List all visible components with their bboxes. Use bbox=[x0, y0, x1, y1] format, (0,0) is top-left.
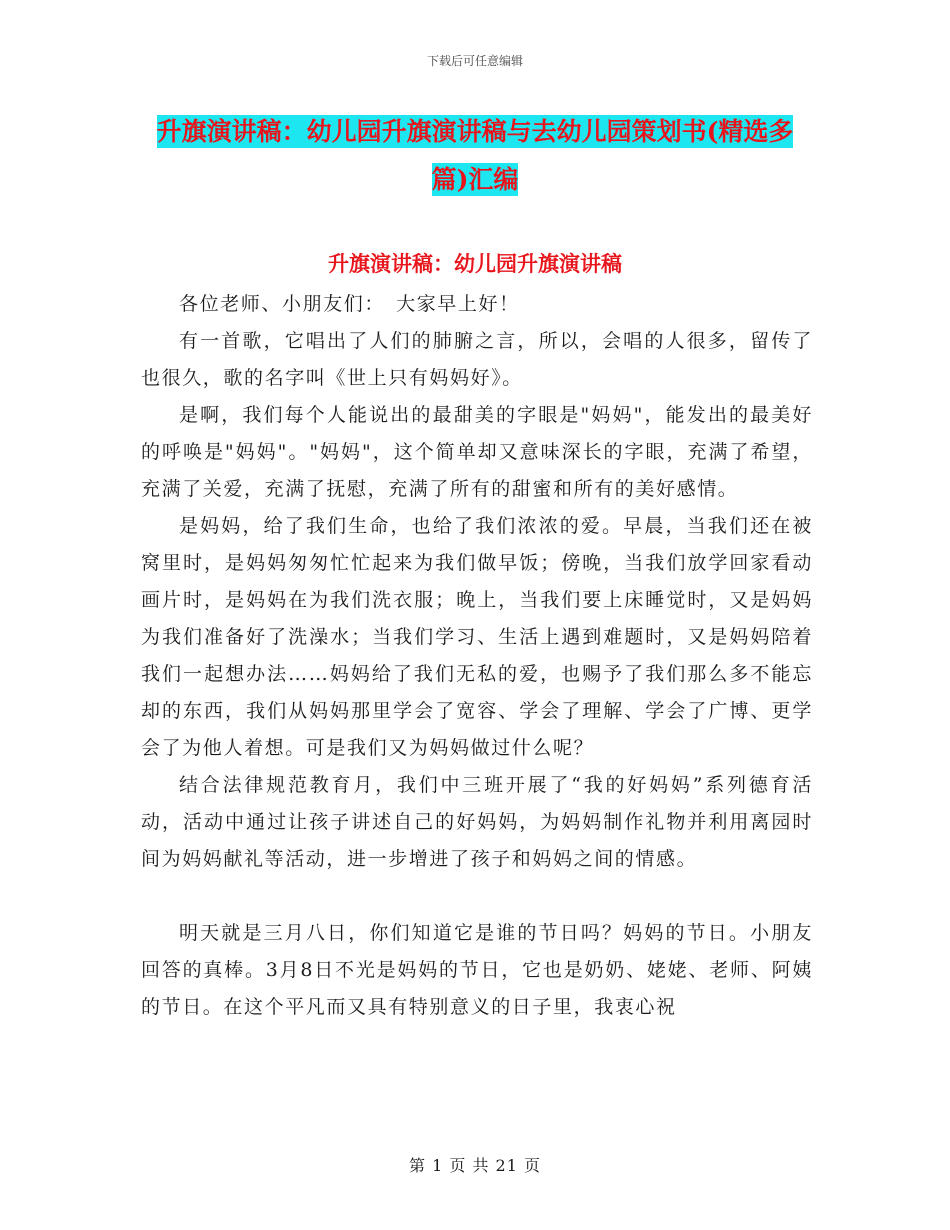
paragraph: 明天就是三月八日，你们知道它是谁的节日吗？妈妈的节日。小朋友回答的真棒。3月8日不光是妈妈的节日，它也是奶奶、姥姥、老师、阿姨的节日。在这个平凡而又具有特别意义的日子里，我衷心祝 bbox=[141, 922, 813, 1018]
page-number: 第 1 页 共 21 页 bbox=[409, 1156, 541, 1175]
document-body bbox=[141, 286, 813, 1026]
paragraph: 是啊，我们每个人能说出的最甜美的字眼是"妈妈"，能发出的最美好的呼唤是"妈妈"。"妈妈"，这个简单却又意味深长的字眼，充满了希望，充满了关爱，充满了抚慰，充满了所有的甜蜜和所有的美好感情。 bbox=[141, 404, 813, 500]
paragraph: 是妈妈，给了我们生命，也给了我们浓浓的爱。早晨，当我们还在被窝里时，是妈妈匆匆忙忙起来为我们做早饭；傍晚，当我们放学回家看动画片时，是妈妈在为我们洗衣服；晚上，当我们要上床睡觉时，又是妈妈为我们准备好了洗澡水；当我们学习、生活上遇到难题时，又是妈妈陪着我们一起想办法……妈妈给了我们无私的爱，也赐予了我们那么多不能忘却的东西，我们从妈妈那里学会了宽容、学会了理解、学会了广博、更学会了为他人着想。可是我们又为妈妈做过什么呢？ bbox=[141, 515, 813, 759]
section-title: 升旗演讲稿：幼儿园升旗演讲稿 bbox=[328, 251, 622, 276]
paragraph: 结合法律规范教育月，我们中三班开展了“我的好妈妈”系列德育活动，活动中通过让孩子讲述自己的好妈妈，为妈妈制作礼物并利用离园时间为妈妈献礼等活动，进一步增进了孩子和妈妈之间的情感。 bbox=[141, 774, 813, 870]
page-header-note: 下载后可任意编辑 bbox=[426, 54, 523, 68]
paragraph: 有一首歌，它唱出了人们的肺腑之言，所以，会唱的人很多，留传了也很久，歌的名字叫《世上只有妈妈好》。 bbox=[141, 330, 813, 389]
paragraph: 各位老师、小朋友们： 大家早上好！ bbox=[179, 293, 520, 315]
document-title bbox=[140, 108, 810, 204]
document-title-text: 升旗演讲稿：幼儿园升旗演讲稿与去幼儿园策划书(精选多篇)汇编 bbox=[156, 117, 794, 194]
